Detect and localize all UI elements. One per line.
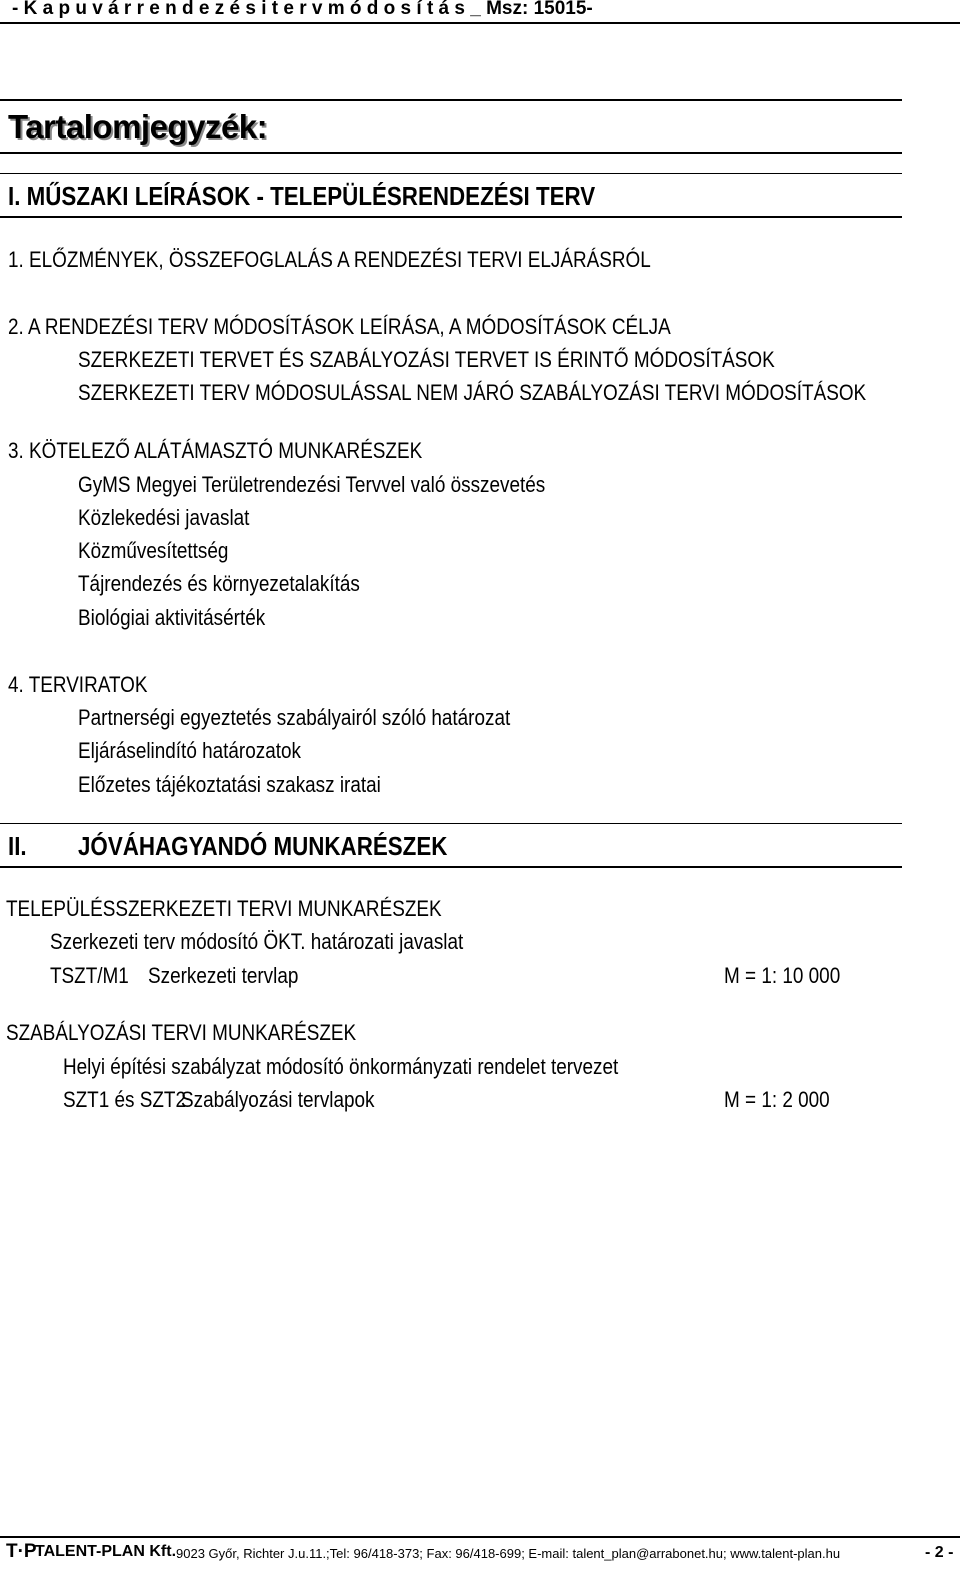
part2-number: II. (8, 831, 27, 861)
toc-entry-section-4: 4. TERVIRATOK (8, 672, 148, 697)
toc-subentry: Előzetes tájékoztatási szakasz iratai (78, 772, 381, 797)
toc-entry-section-1: 1. ELŐZMÉNYEK, ÖSSZEFOGLALÁS A RENDEZÉSI TERVI ELJÁRÁSRÓL (8, 247, 651, 272)
part1-heading: I. MŰSZAKI LEÍRÁSOK - TELEPÜLÉSRENDEZÉSI TERV (8, 181, 596, 211)
title-bottom-rule (0, 152, 902, 154)
part2-bottom-rule (0, 866, 902, 868)
part2-heading: JÓVÁHAGYANDÓ MUNKARÉSZEK (78, 831, 448, 861)
toc-subentry: Partnerségi egyeztetés szabályairól szóló határozat (78, 705, 511, 730)
toc-subentry: Biológiai aktivitásérték (78, 605, 266, 630)
structural-plan-scale: M = 1: 10 000 (724, 963, 841, 988)
part2-top-rule (0, 823, 902, 824)
toc-subentry: GyMS Megyei Területrendezési Tervvel való összevetés (78, 472, 546, 497)
toc-subentry: SZERKEZETI TERVET ÉS SZABÁLYOZÁSI TERVET IS ÉRINTŐ MÓDOSÍTÁSOK (78, 347, 775, 372)
toc-subentry: Közlekedési javaslat (78, 505, 250, 530)
structural-plan-code: TSZT/M1 (50, 963, 129, 988)
toc-subentry: Eljáráselindító határozatok (78, 738, 301, 763)
footer-contact-info: 9023 Győr, Richter J.u.11.;Tel: 96/418-373; Fax: 96/418-699; E-mail: talent_plan@arrabonet.hu; www.talent-plan.hu (176, 1546, 841, 1561)
regulatory-plan-scale: M = 1: 2 000 (724, 1087, 830, 1112)
regulatory-plan-sheet: Szabályozási tervlapok (181, 1087, 375, 1112)
regulatory-plan-code: SZT1 és SZT2 (63, 1087, 187, 1112)
toc-subentry: Tájrendezés és környezetalakítás (78, 571, 360, 596)
regulatory-plan-title: SZABÁLYOZÁSI TERVI MUNKARÉSZEK (6, 1020, 357, 1045)
footer-rule (0, 1536, 960, 1538)
structural-plan-title: TELEPÜLÉSSZERKEZETI TERVI MUNKARÉSZEK (6, 896, 442, 921)
toc-subentry: Közművesítettség (78, 538, 229, 563)
running-header: - K a p u v á r r e n d e z é s i t e r v m ó d o s í t á s _ Msz: 15015- (12, 0, 593, 19)
header-rule (0, 22, 960, 24)
toc-title: Tartalomjegyzék: (8, 108, 268, 145)
part1-top-rule (0, 173, 902, 174)
toc-subentry: SZERKEZETI TERV MÓDOSULÁSSAL NEM JÁRÓ SZABÁLYOZÁSI TERVI MÓDOSÍTÁSOK (78, 380, 867, 405)
structural-plan-resolution: Szerkezeti terv módosító ÖKT. határozati javaslat (50, 929, 464, 954)
toc-entry-section-2: 2. A RENDEZÉSI TERV MÓDOSÍTÁSOK LEÍRÁSA, A MÓDOSÍTÁSOK CÉLJA (8, 314, 671, 339)
title-top-rule (0, 99, 902, 101)
toc-entry-section-3: 3. KÖTELEZŐ ALÁTÁMASZTÓ MUNKARÉSZEK (8, 438, 423, 463)
page-number: - 2 - (925, 1544, 954, 1561)
footer-company-name: TALENT-PLAN Kft. (35, 1543, 177, 1560)
structural-plan-sheet: Szerkezeti tervlap (148, 963, 299, 988)
part1-bottom-rule (0, 216, 902, 218)
company-logo: T·P (6, 1541, 37, 1562)
regulatory-plan-decree: Helyi építési szabályzat módosító önkormányzati rendelet tervezet (63, 1054, 619, 1079)
